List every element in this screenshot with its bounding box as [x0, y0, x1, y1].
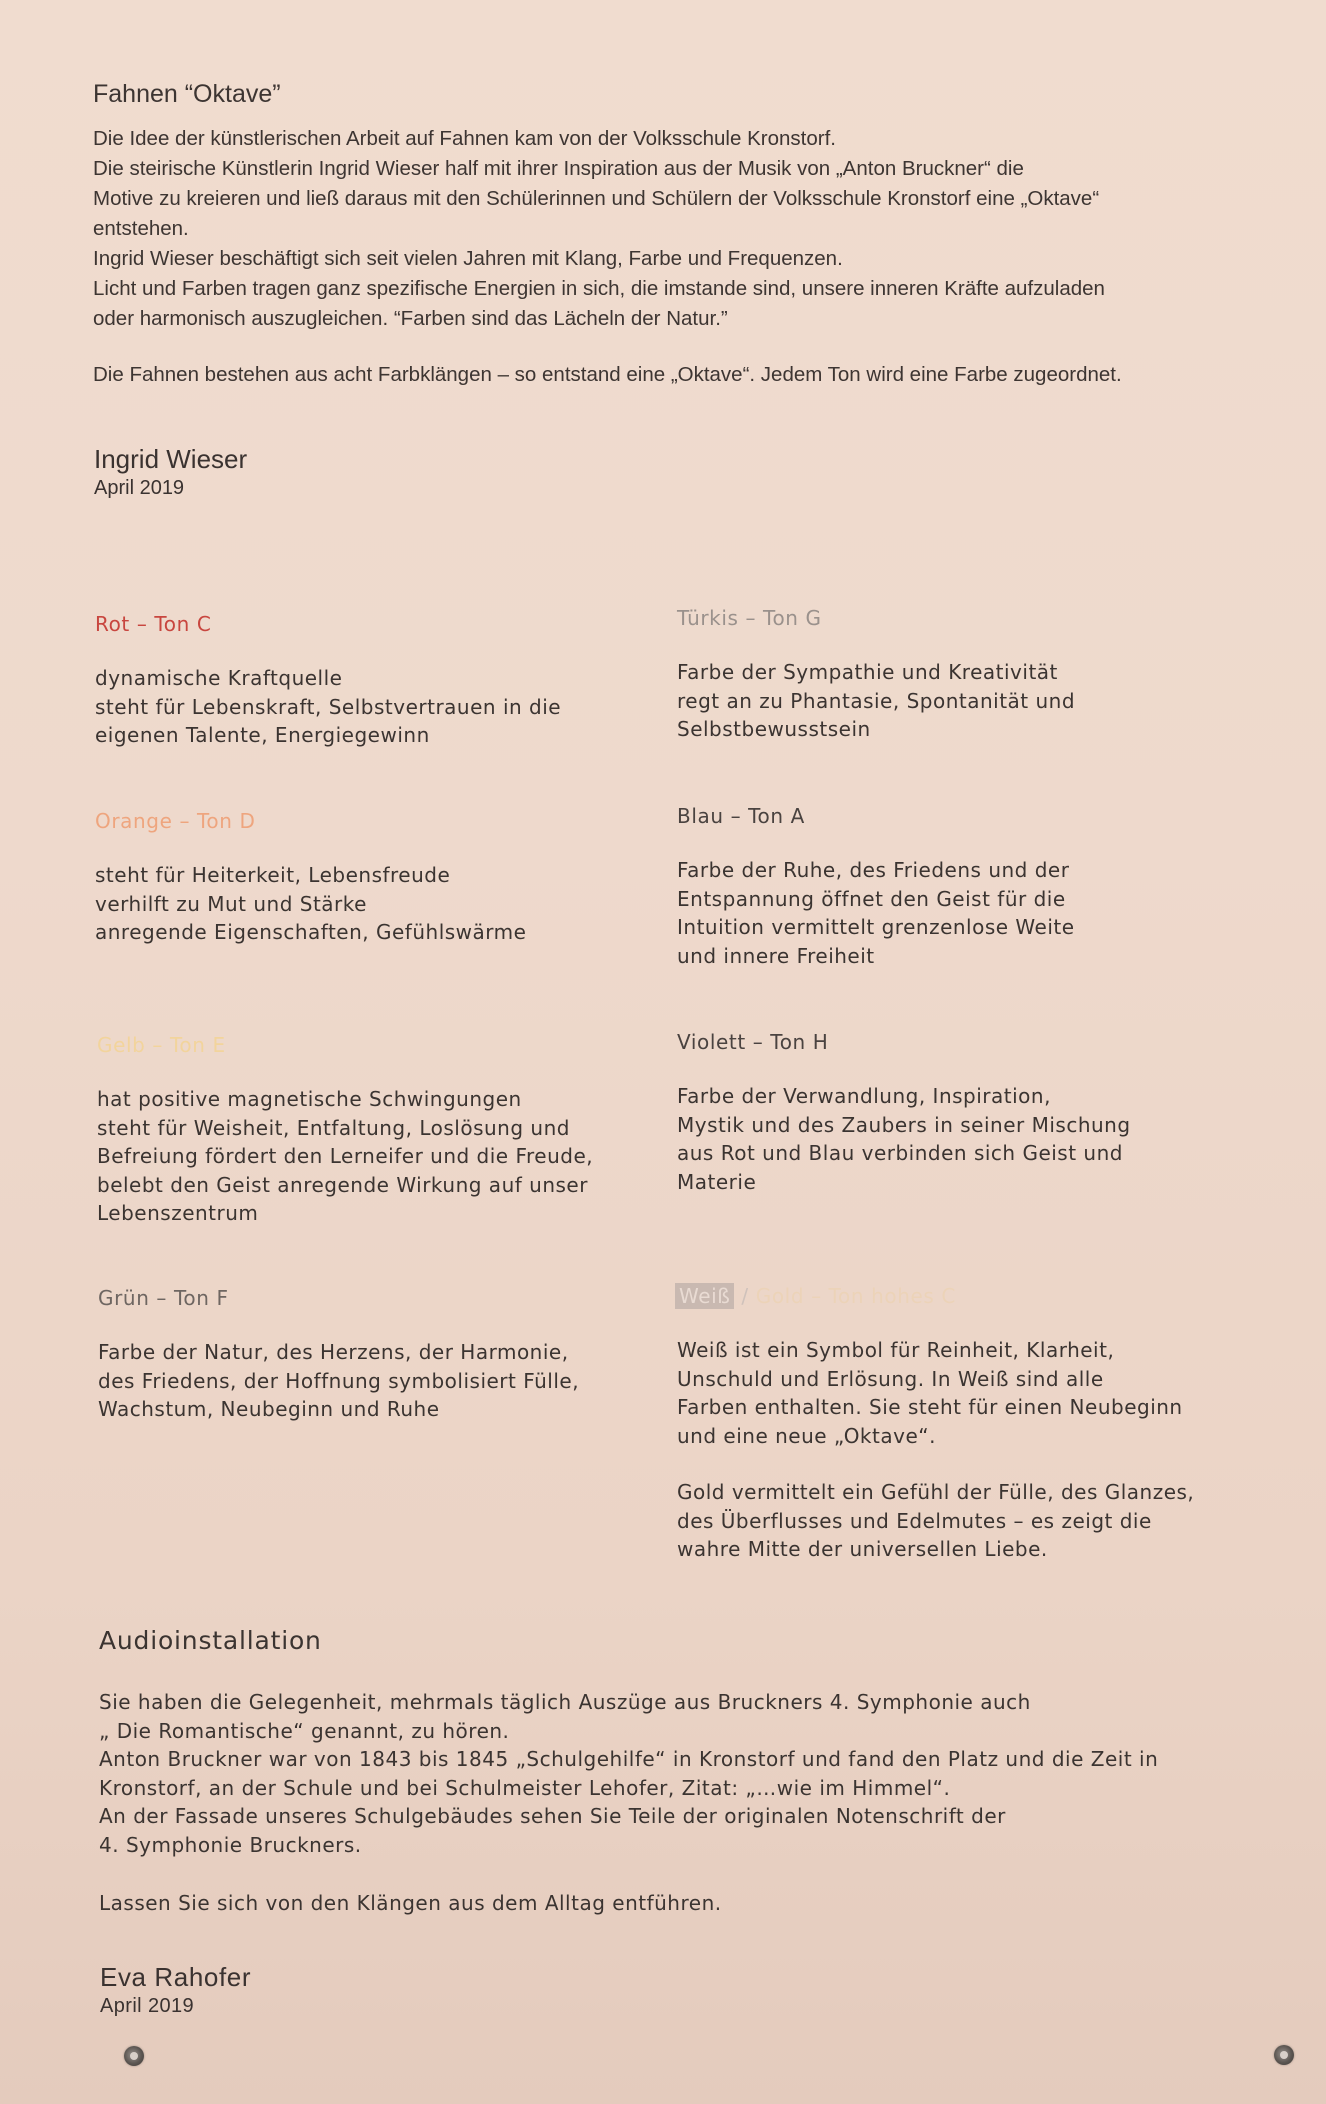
heading-separator: / [734, 1284, 749, 1308]
color-line: Weiß ist ein Symbol für Reinheit, Klarheit, [677, 1338, 1115, 1362]
color-line: Farbe der Sympathie und Kreativität [677, 660, 1058, 684]
color-line: Farben enthalten. Sie steht für einen Neubeginn [677, 1395, 1183, 1419]
color-violett [677, 1030, 1217, 1196]
audio-text [99, 1688, 1249, 1918]
audio-line: Sie haben die Gelegenheit, mehrmals täglich Auszüge aus Bruckners 4. Symphonie auch [99, 1690, 1031, 1714]
intro-line: Ingrid Wieser beschäftigt sich seit vielen Jahren mit Klang, Farbe und Frequenzen. [93, 247, 843, 270]
color-heading: Blau – Ton A [677, 804, 805, 828]
color-line: Mystik und des Zaubers in seiner Mischung [677, 1112, 1131, 1137]
intro-line: oder harmonisch auszugleichen. “Farben sind das Lächeln der Natur.” [93, 307, 728, 330]
screw-icon [1274, 2045, 1294, 2065]
intro-line: entstehen. [93, 217, 189, 240]
color-line: und eine neue „Oktave“. [677, 1423, 936, 1448]
color-line: Selbstbewusstsein [677, 717, 871, 741]
color-orange [95, 809, 635, 947]
color-line: aus Rot und Blau verbinden sich Geist und [677, 1141, 1123, 1165]
author-name: Ingrid Wieser [94, 444, 248, 474]
color-line: Gold vermittelt ein Gefühl der Fülle, des Glanzes, [677, 1480, 1195, 1504]
audio-closing: Lassen Sie sich von den Klängen aus dem Alltag entführen. [99, 1891, 722, 1915]
color-heading [675, 1284, 1235, 1308]
color-line: Farbe der Ruhe, des Friedens und der [677, 858, 1070, 882]
color-line: belebt den Geist anregende Wirkung auf unser [97, 1172, 588, 1197]
color-line: verhilft zu Mut und Stärke [95, 891, 367, 916]
intro-closing: Die Fahnen bestehen aus acht Farbklängen – so entstand eine „Oktave“. Jedem Ton wird eine Farbe zugeordnet. [93, 363, 1122, 386]
color-line: wahre Mitte der universellen Liebe. [677, 1537, 1048, 1561]
intro-line: Licht und Farben tragen ganz spezifische Energien in sich, die imstande sind, unsere inneren Kräfte aufzuladen [93, 277, 1105, 300]
color-line: dynamische Kraftquelle [95, 666, 343, 690]
color-blau [677, 804, 1217, 970]
color-heading: Türkis – Ton G [677, 606, 822, 630]
intro-line: Die Idee der künstlerischen Arbeit auf Fahnen kam von der Volksschule Kronstorf. [93, 127, 836, 150]
color-weiss-gold [675, 1284, 1235, 1564]
signature-ingrid [94, 444, 247, 500]
gold-label: Gold – Ton hohes C [748, 1284, 956, 1308]
color-line: steht für Weisheit, Entfaltung, Loslösung und [97, 1115, 570, 1140]
author-date: April 2019 [94, 477, 185, 499]
color-gelb [97, 1033, 637, 1228]
audio-line: 4. Symphonie Bruckners. [99, 1832, 362, 1857]
color-heading: Orange – Ton D [95, 809, 256, 833]
color-line: Lebenszentrum [97, 1201, 259, 1225]
color-line: Materie [677, 1169, 757, 1194]
color-line: Entspannung öffnet den Geist für die [677, 886, 1066, 911]
color-line: und innere Freiheit [677, 943, 875, 968]
color-line: Befreiung fördert den Lerneifer und die Freude, [97, 1144, 594, 1168]
color-line: hat positive magnetische Schwingungen [97, 1087, 522, 1111]
color-rot [95, 612, 635, 750]
audio-line: Kronstorf, an der Schule und bei Schulmeister Lehofer, Zitat: „…wie im Himmel“. [99, 1775, 951, 1800]
color-line: Farbe der Natur, des Herzens, der Harmonie, [98, 1340, 569, 1364]
color-line: anregende Eigenschaften, Gefühlswärme [95, 920, 527, 944]
color-heading: Gelb – Ton E [97, 1033, 226, 1057]
color-heading: Rot – Ton C [95, 612, 212, 636]
weiss-label: Weiß [675, 1283, 734, 1309]
audio-line: An der Fassade unseres Schulgebäudes sehen Sie Teile der originalen Notenschrift der [99, 1804, 1006, 1828]
author-name: Eva Rahofer [100, 1962, 252, 1992]
signature-eva [100, 1962, 251, 2018]
color-line: regt an zu Phantasie, Spontanität und [677, 688, 1076, 713]
color-heading: Violett – Ton H [677, 1030, 829, 1054]
audio-line: Anton Bruckner war von 1843 bis 1845 „Schulgehilfe“ in Kronstorf und fand den Platz und die Zeit in [99, 1747, 1159, 1771]
color-line: eigenen Talente, Energiegewinn [95, 723, 430, 747]
color-line: Farbe der Verwandlung, Inspiration, [677, 1084, 1051, 1108]
audio-title: Audioinstallation [99, 1626, 322, 1655]
color-line: steht für Heiterkeit, Lebensfreude [95, 863, 451, 887]
intro-text [93, 124, 1253, 390]
screw-icon [124, 2046, 144, 2066]
color-gruen [98, 1286, 638, 1424]
color-line: des Überflusses und Edelmutes – es zeigt die [677, 1508, 1152, 1533]
color-line: Unschuld und Erlösung. In Weiß sind alle [677, 1366, 1104, 1391]
color-line: Wachstum, Neubeginn und Ruhe [98, 1397, 440, 1421]
intro-title: Fahnen “Oktave” [93, 80, 281, 108]
color-line: des Friedens, der Hoffnung symbolisiert Fülle, [98, 1368, 580, 1393]
color-line: Intuition vermittelt grenzenlose Weite [677, 915, 1075, 939]
color-line: steht für Lebenskraft, Selbstvertrauen in die [95, 694, 562, 719]
color-heading: Grün – Ton F [98, 1286, 229, 1310]
audio-line: „ Die Romantische“ genannt, zu hören. [99, 1718, 510, 1743]
author-date: April 2019 [100, 1995, 195, 2017]
intro-line: Die steirische Künstlerin Ingrid Wieser half mit ihrer Inspiration aus der Musik von „Anton Bruckner“ die [93, 157, 1024, 180]
color-tuerkis [677, 606, 1217, 744]
intro-line: Motive zu kreieren und ließ daraus mit den Schülerinnen und Schülern der Volksschule Kronstorf eine „Oktave“ [93, 187, 1100, 210]
